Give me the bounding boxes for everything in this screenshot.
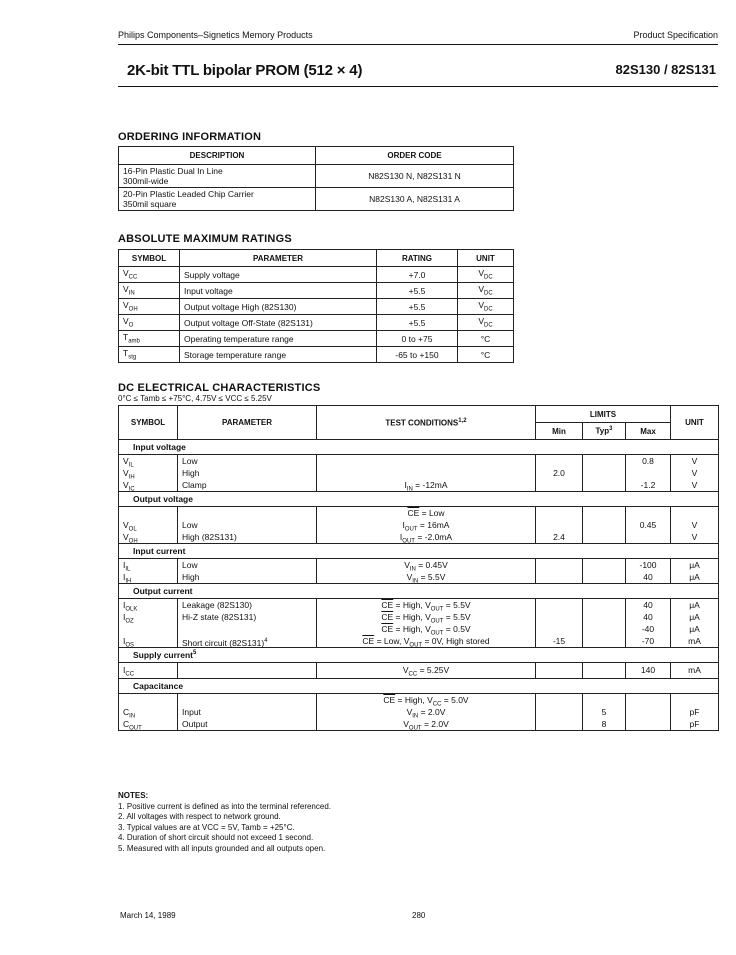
- table-row: [119, 299, 514, 315]
- dc-unit: V V V: [671, 455, 719, 492]
- order-code: N82S130 A, N82S131 A: [316, 188, 514, 211]
- dc-parameter: Low High Clamp: [178, 455, 317, 492]
- dc-unit: V V: [671, 507, 719, 544]
- amr-rating: +5.5: [377, 299, 458, 315]
- amr-unit: $V_{DC}$: [458, 299, 514, 315]
- dc-max: 140: [626, 663, 671, 679]
- dc-unit: μA μA μA mA: [671, 599, 719, 648]
- table-row: [119, 165, 514, 188]
- amr-parameter: Operating temperature range: [180, 331, 377, 347]
- dc-symbol: $V_{OL}$ $V_{OH}$: [119, 507, 178, 544]
- part-number: 82S130 / 82S131: [615, 62, 716, 77]
- ordering-heading: ORDERING INFORMATION: [118, 131, 262, 143]
- order-desc: 16-Pin Plastic Dual In Line: [123, 166, 223, 176]
- dc-table: [118, 405, 719, 731]
- note-4: 4. Duration of short circuit should not exceed 1 second.: [118, 833, 314, 842]
- table-row: [119, 315, 514, 331]
- amr-symbol: $T_{amb}$: [119, 331, 180, 347]
- amr-parameter: Storage temperature range: [180, 347, 377, 363]
- dc-min: 2.4: [536, 507, 583, 544]
- order-desc-sub: 350mil square: [123, 199, 177, 209]
- dc-test: $\overline{CE}$ = High, $V_{CC} = 5.0V$ $V_{IN} = 2.0V$ $V_{OUT} = 2.0V$: [317, 694, 536, 731]
- dc-test: $\overline{CE}$ = High, $V_{OUT} = 5.5V$ $\overline{CE}$ = High, $V_{OUT} = 5.5V$ $\overline{CE}$ = High, $V_{OUT} = 0.5V$ $\overline{CE}$ = Low, $V_{OUT} = 0V$, High stored: [317, 599, 536, 648]
- col-rating: RATING: [377, 250, 458, 267]
- dc-max: 0.8 -1.2: [626, 455, 671, 492]
- notes-heading: NOTES:: [118, 791, 149, 800]
- group-row: [119, 492, 719, 507]
- table-row: [119, 663, 719, 679]
- header-company: Philips Components–Signetics Memory Products: [118, 30, 313, 40]
- amr-rating: +5.5: [377, 315, 458, 331]
- amr-unit: $V_{DC}$: [458, 267, 514, 283]
- amr-symbol: $V_{OH}$: [119, 299, 180, 315]
- dc-min: [536, 694, 583, 731]
- col-unit: UNIT: [671, 406, 719, 440]
- amr-unit: $V_{DC}$: [458, 315, 514, 331]
- col-min: Min: [536, 423, 583, 440]
- group-row: [119, 648, 719, 663]
- table-row: [119, 694, 719, 731]
- group-label: Supply current$^5$: [119, 648, 719, 663]
- amr-symbol: $V_O$: [119, 315, 180, 331]
- table-row: [119, 455, 719, 492]
- dc-conditions: 0°C ≤ Tamb ≤ +75°C, 4.75V ≤ VCC ≤ 5.25V: [118, 394, 272, 403]
- group-label: Input current: [119, 544, 719, 559]
- dc-min: [536, 559, 583, 584]
- amr-parameter: Input voltage: [180, 283, 377, 299]
- ordering-table: [118, 146, 514, 211]
- dc-test: $V_{IN} = 0.45V$ $V_{IN} = 5.5V$: [317, 559, 536, 584]
- amr-parameter: Output voltage High (82S130): [180, 299, 377, 315]
- dc-test: $V_{CC} = 5.25V$: [317, 663, 536, 679]
- col-typ: Typ$^3$: [583, 423, 626, 440]
- order-code: N82S130 N, N82S131 N: [316, 165, 514, 188]
- dc-unit: mA: [671, 663, 719, 679]
- group-row: [119, 440, 719, 455]
- col-parameter: PARAMETER: [178, 406, 317, 440]
- amr-rating: 0 to +75: [377, 331, 458, 347]
- note-2: 2. All voltages with respect to network ground.: [118, 812, 281, 821]
- dc-max: 40 40 -40 -70: [626, 599, 671, 648]
- dc-symbol: $C_{IN}$ $C_{OUT}$: [119, 694, 178, 731]
- dc-typ: [583, 663, 626, 679]
- dc-symbol: $V_{IL}$ $V_{IH}$ $V_{IC}$: [119, 455, 178, 492]
- dc-test: $I_{IN} = -12mA$: [317, 455, 536, 492]
- footer-date: March 14, 1989: [120, 911, 176, 920]
- group-label: Input voltage: [119, 440, 719, 455]
- amr-rating: +7.0: [377, 267, 458, 283]
- col-max: Max: [626, 423, 671, 440]
- amr-parameter: Output voltage Off-State (82S131): [180, 315, 377, 331]
- table-row: [119, 347, 514, 363]
- col-symbol: SYMBOL: [119, 250, 180, 267]
- dc-typ: [583, 559, 626, 584]
- group-row: [119, 584, 719, 599]
- dc-parameter: Low High (82S131): [178, 507, 317, 544]
- dc-test: $\overline{CE}$ = Low $I_{OUT} = 16mA$ $I_{OUT} = -2.0mA$: [317, 507, 536, 544]
- col-symbol: SYMBOL: [119, 406, 178, 440]
- amr-rating: -65 to +150: [377, 347, 458, 363]
- amr-symbol: $T_{stg}$: [119, 347, 180, 363]
- dc-typ: [583, 455, 626, 492]
- dc-typ: 5 8: [583, 694, 626, 731]
- dc-symbol: $I_{OLK}$ $I_{OZ}$ $I_{OS}$: [119, 599, 178, 648]
- table-row: [119, 188, 514, 211]
- dc-min: -15: [536, 599, 583, 648]
- table-row: [119, 331, 514, 347]
- notes: [118, 791, 331, 854]
- footer-page: 280: [412, 911, 426, 920]
- amr-table: [118, 249, 514, 363]
- table-row: [119, 283, 514, 299]
- group-label: Capacitance: [119, 679, 719, 694]
- dc-typ: [583, 599, 626, 648]
- dc-max: -100 40: [626, 559, 671, 584]
- dc-parameter: Low High: [178, 559, 317, 584]
- col-parameter: PARAMETER: [180, 250, 377, 267]
- amr-parameter: Supply voltage: [180, 267, 377, 283]
- col-limits: LIMITS: [536, 406, 671, 423]
- title-rule: [118, 86, 718, 87]
- dc-unit: μA μA: [671, 559, 719, 584]
- table-row: [119, 267, 514, 283]
- amr-unit: °C: [458, 331, 514, 347]
- dc-parameter: [178, 663, 317, 679]
- note-5: 5. Measured with all inputs grounded and all outputs open.: [118, 843, 326, 853]
- page-title: 2K-bit TTL bipolar PROM (512 × 4): [127, 62, 363, 79]
- group-row: [119, 679, 719, 694]
- dc-parameter: Input Output: [178, 694, 317, 731]
- dc-min: 2.0: [536, 455, 583, 492]
- dc-min: [536, 663, 583, 679]
- dc-symbol: $I_{CC}$: [119, 663, 178, 679]
- dc-heading: DC ELECTRICAL CHARACTERISTICS: [118, 382, 321, 394]
- amr-heading: ABSOLUTE MAXIMUM RATINGS: [118, 233, 292, 245]
- dc-symbol: $I_{IL}$ $I_{IH}$: [119, 559, 178, 584]
- note-1: 1. Positive current is defined as into the terminal referenced.: [118, 801, 331, 811]
- amr-unit: $V_{DC}$: [458, 283, 514, 299]
- table-row: [119, 599, 719, 648]
- table-row: [119, 559, 719, 584]
- col-order-code: ORDER CODE: [316, 147, 514, 165]
- order-desc-sub: 300mil-wide: [123, 176, 169, 186]
- col-test-conditions: TEST CONDITIONS$^{1,2}$: [317, 406, 536, 440]
- table-row: [119, 507, 719, 544]
- header-doc-type: Product Specification: [633, 30, 718, 40]
- amr-rating: +5.5: [377, 283, 458, 299]
- dc-parameter: Leakage (82S130) Hi-Z state (82S131) Short circuit $(82S131)^4$: [178, 599, 317, 648]
- amr-symbol: $V_{IN}$: [119, 283, 180, 299]
- header-rule: [118, 44, 718, 45]
- dc-max: 0.45: [626, 507, 671, 544]
- group-row: [119, 544, 719, 559]
- dc-typ: [583, 507, 626, 544]
- dc-max: [626, 694, 671, 731]
- amr-symbol: $V_{CC}$: [119, 267, 180, 283]
- group-label: Output current: [119, 584, 719, 599]
- amr-unit: °C: [458, 347, 514, 363]
- order-desc: 20-Pin Plastic Leaded Chip Carrier: [123, 189, 254, 199]
- note-3: 3. Typical values are at VCC = 5V, Tamb = +25°C.: [118, 822, 295, 832]
- col-description: DESCRIPTION: [119, 147, 316, 165]
- dc-unit: pF pF: [671, 694, 719, 731]
- col-unit: UNIT: [458, 250, 514, 267]
- group-label: Output voltage: [119, 492, 719, 507]
